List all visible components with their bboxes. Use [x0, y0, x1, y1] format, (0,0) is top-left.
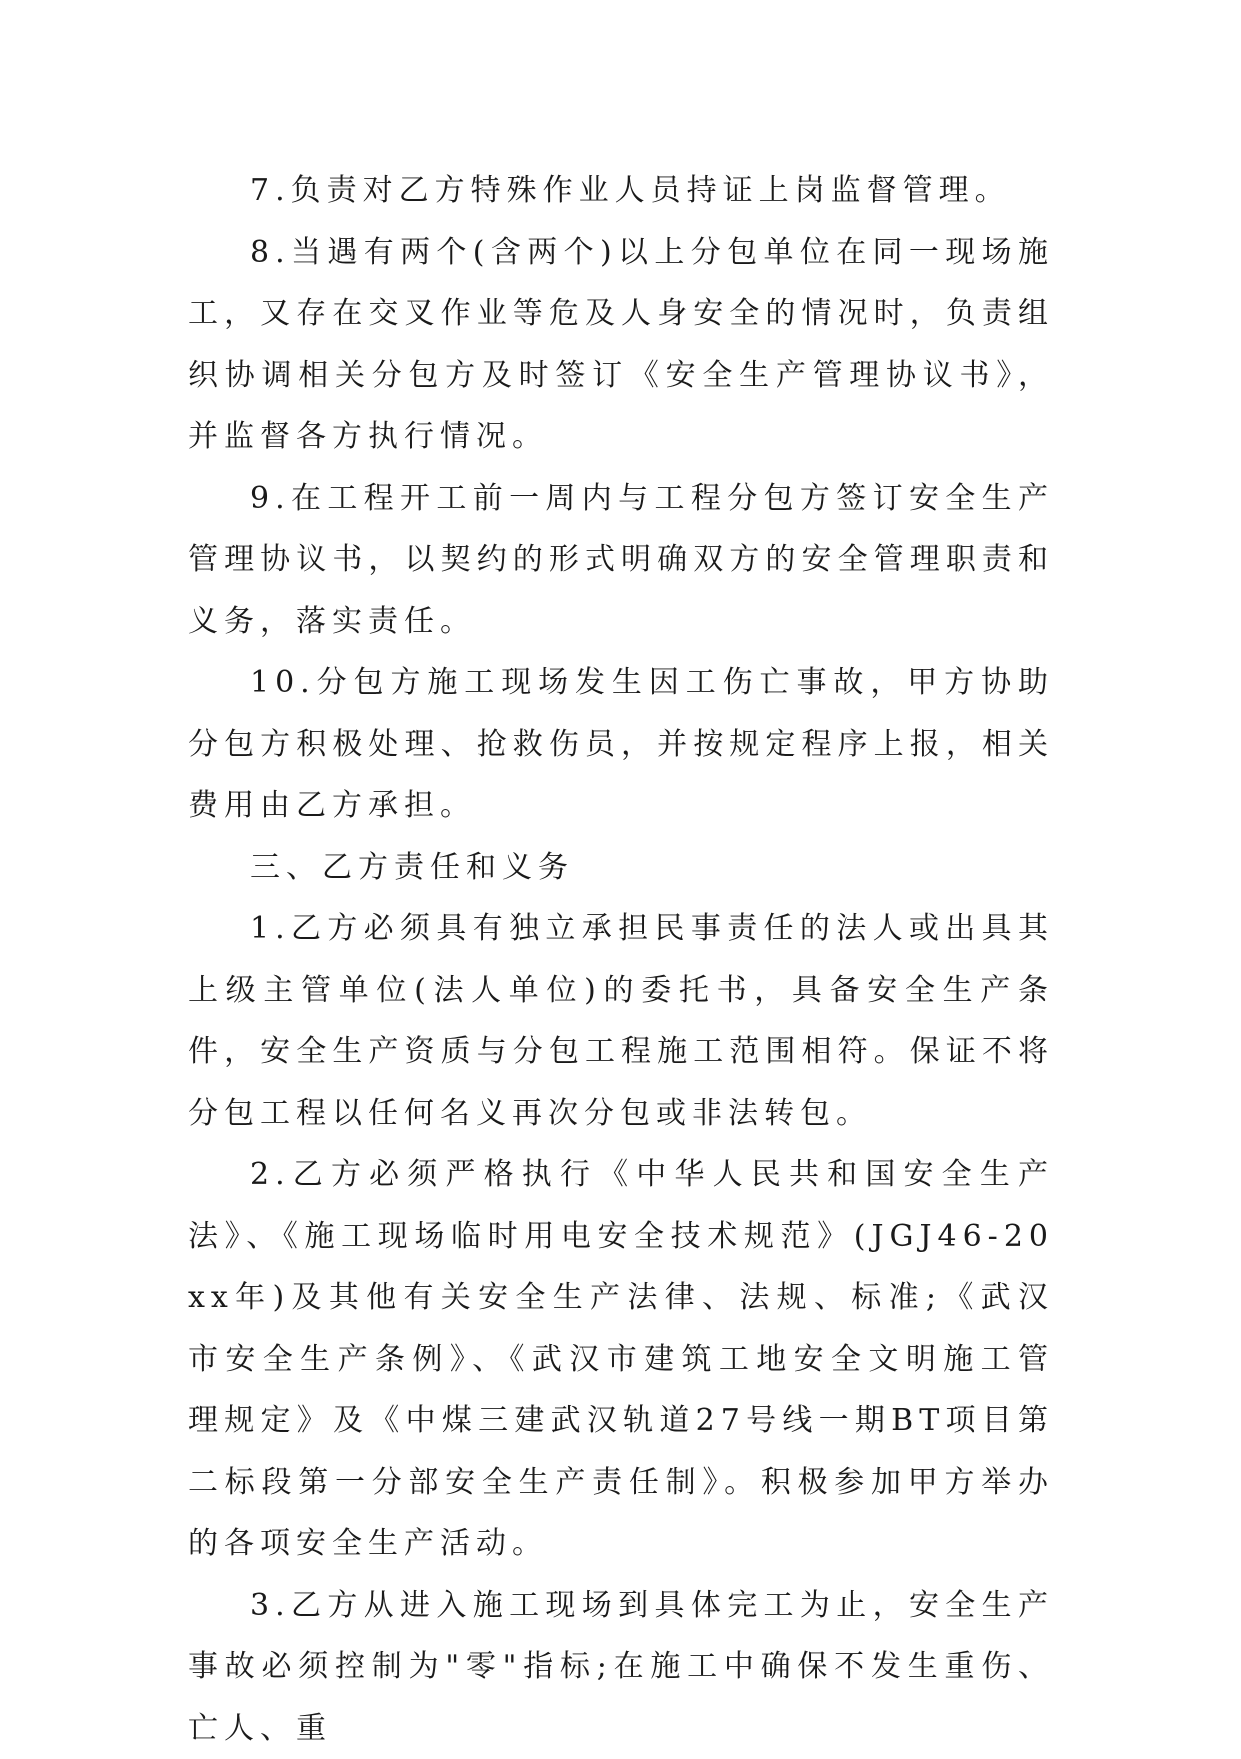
party-b-clause-2: 2.乙方必须严格执行《中华人民共和国安全生产法》、《施工现场临时用电安全技术规范》(JGJ46-20xx年)及其他有关安全生产法律、法规、标准;《武汉市安全生产条例》、《武汉市建筑工地安全文明施工管理规定》及《中煤三建武汉轨道27号线一期BT项目第二标段第一分部安全生产责任制》。积极参加甲方举办的各项安全生产活动。 — [188, 1144, 1054, 1575]
party-b-clause-3: 3.乙方从进入施工现场到具体完工为止，安全生产事故必须控制为"零"指标;在施工中确保不发生重伤、亡人、重 — [188, 1575, 1054, 1759]
party-b-clause-1: 1.乙方必须具有独立承担民事责任的法人或出具其上级主管单位(法人单位)的委托书，具备安全生产条件，安全生产资质与分包工程施工范围相符。保证不将分包工程以任何名义再次分包或非法转包。 — [188, 898, 1054, 1144]
document-page — [188, 160, 1054, 1759]
clause-9: 9.在工程开工前一周内与工程分包方签订安全生产管理协议书，以契约的形式明确双方的安全管理职责和义务，落实责任。 — [188, 468, 1054, 653]
clause-10: 10.分包方施工现场发生因工伤亡事故，甲方协助分包方积极处理、抢救伤员，并按规定程序上报，相关费用由乙方承担。 — [188, 652, 1054, 837]
clause-8: 8.当遇有两个(含两个)以上分包单位在同一现场施工，又存在交叉作业等危及人身安全的情况时，负责组织协调相关分包方及时签订《安全生产管理协议书》，并监督各方执行情况。 — [188, 222, 1054, 468]
clause-7: 7.负责对乙方特殊作业人员持证上岗监督管理。 — [188, 160, 1054, 222]
section-heading: 三、乙方责任和义务 — [188, 837, 1054, 899]
